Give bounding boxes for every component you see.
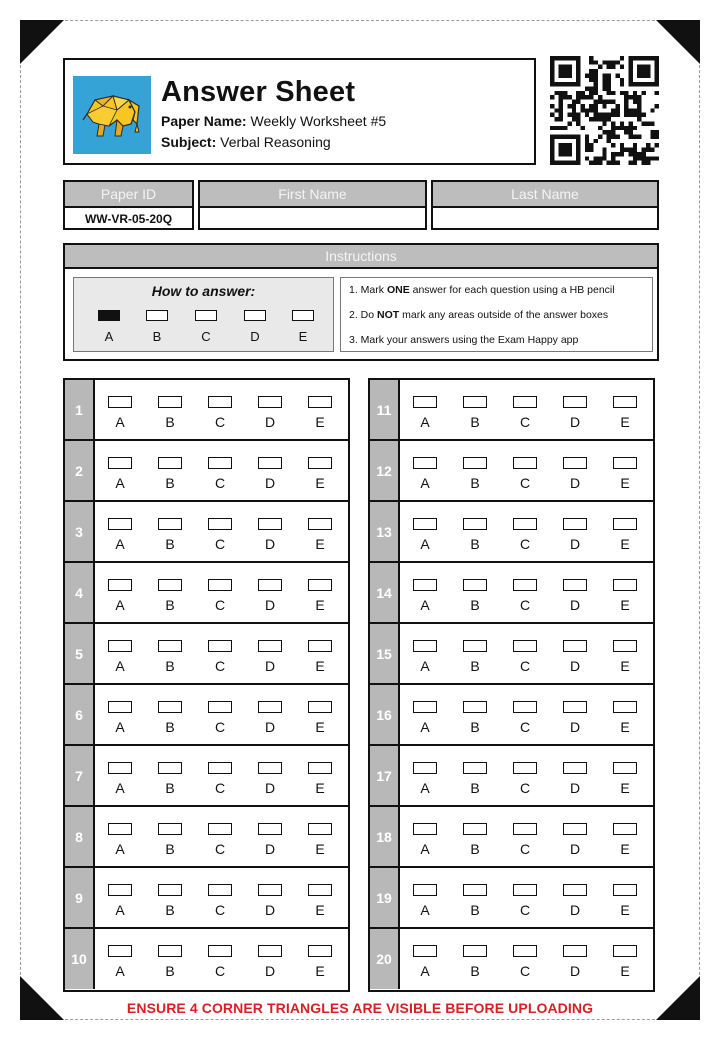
answer-letter: B [165,780,175,796]
answer-bubble[interactable] [208,518,232,530]
last-name-label: Last Name [433,182,657,208]
answer-bubble[interactable] [563,884,587,896]
question-number: 10 [65,929,95,989]
answer-letter: B [165,658,175,674]
answer-letter: E [315,536,325,552]
answer-letter: E [620,902,630,918]
answer-bubble[interactable] [463,823,487,835]
answer-letter: C [214,841,226,857]
answer-bubble[interactable] [413,640,437,652]
answer-letter: A [115,780,125,796]
example-bubble-a [98,310,120,321]
answer-letter: E [315,719,325,735]
answer-bubble[interactable] [413,579,437,591]
answer-bubble[interactable] [613,579,637,591]
answer-letter: B [470,841,480,857]
answer-bubble[interactable] [613,884,637,896]
questions-column-left [63,378,350,992]
first-name-input[interactable] [200,208,425,230]
answer-letter: B [470,414,480,430]
answer-bubble[interactable] [613,457,637,469]
answer-bubble[interactable] [308,762,332,774]
answer-letter: E [315,963,325,979]
answer-bubble[interactable] [308,945,332,957]
rule-1: 1. Mark ONE answer for each question using a HB pencil [349,284,615,296]
answer-letter: E [315,841,325,857]
question-number: 3 [65,502,95,561]
answer-bubble[interactable] [158,945,182,957]
question-row [65,563,348,624]
answer-letter: C [519,963,531,979]
question-row [65,624,348,685]
answer-bubble[interactable] [613,396,637,408]
answer-letter: D [569,658,581,674]
answer-bubble[interactable] [613,518,637,530]
answer-letter: A [115,414,125,430]
question-number: 7 [65,746,95,805]
answer-bubble[interactable] [613,701,637,713]
answer-letter: B [165,902,175,918]
answer-bubble[interactable] [158,640,182,652]
question-row [370,441,653,502]
answer-letter: E [315,780,325,796]
header-box [63,58,536,165]
answer-letter: C [519,719,531,735]
answer-bubble[interactable] [463,518,487,530]
answer-letter: C [214,658,226,674]
answer-bubble[interactable] [158,884,182,896]
paper-id-label: Paper ID [65,182,192,208]
answer-bubble[interactable] [308,823,332,835]
answer-bubble[interactable] [613,762,637,774]
answer-letter: E [620,475,630,491]
answer-bubble[interactable] [563,823,587,835]
answer-letter: C [214,536,226,552]
question-number: 6 [65,685,95,744]
answer-letter: C [519,414,531,430]
answer-bubble[interactable] [513,579,537,591]
answer-letter: D [264,597,276,613]
answer-bubble[interactable] [258,701,282,713]
answer-bubble[interactable] [158,762,182,774]
example-bubble-e [292,310,314,321]
answer-bubble[interactable] [513,945,537,957]
answer-letter: D [569,841,581,857]
example-bubble-c [195,310,217,321]
answer-bubble[interactable] [158,701,182,713]
answer-letter: A [420,658,430,674]
answer-letter: D [569,780,581,796]
question-row [65,868,348,929]
answer-bubble[interactable] [513,701,537,713]
answer-letter: D [264,902,276,918]
answer-bubble[interactable] [513,884,537,896]
rule-3: 3. Mark your answers using the Exam Happy app [349,334,579,346]
answer-bubble[interactable] [613,823,637,835]
answer-bubble[interactable] [563,579,587,591]
answer-letter: A [115,963,125,979]
answer-letter: E [620,963,630,979]
answer-bubble[interactable] [108,640,132,652]
answer-bubble[interactable] [208,701,232,713]
answer-bubble[interactable] [563,396,587,408]
answer-letter: E [620,536,630,552]
last-name-input[interactable] [433,208,657,230]
answer-bubble[interactable] [208,640,232,652]
question-row [65,746,348,807]
answer-bubble[interactable] [563,640,587,652]
question-row [65,929,348,989]
answer-letter: E [315,597,325,613]
how-to-answer-panel [73,277,334,352]
answer-letter: C [519,536,531,552]
subject-value: Verbal Reasoning [220,134,331,150]
answer-letter: A [115,536,125,552]
question-row [370,685,653,746]
answer-bubble[interactable] [613,640,637,652]
answer-bubble[interactable] [258,396,282,408]
answer-bubble[interactable] [413,396,437,408]
question-number: 15 [370,624,400,683]
answer-bubble[interactable] [158,518,182,530]
answer-bubble[interactable] [563,945,587,957]
answer-letter: A [420,841,430,857]
answer-bubble[interactable] [308,457,332,469]
answer-letter: D [264,658,276,674]
question-row [65,807,348,868]
answer-bubble[interactable] [513,457,537,469]
questions-column-right [368,378,655,992]
answer-letter: D [569,536,581,552]
subject-label: Subject: [161,134,217,150]
answer-bubble[interactable] [513,640,537,652]
answer-bubble[interactable] [463,396,487,408]
question-row [370,380,653,441]
question-number: 14 [370,563,400,622]
answer-letter: C [519,475,531,491]
answer-bubble[interactable] [513,518,537,530]
answer-letter: A [420,963,430,979]
qr-code-icon [550,56,659,165]
subject-line [161,134,331,150]
corner-triangle-top-right [656,20,700,64]
how-to-answer-title: How to answer: [151,283,256,299]
answer-letter: B [470,780,480,796]
example-letter: B [152,329,162,344]
answer-bubble[interactable] [258,945,282,957]
answer-letter: D [569,719,581,735]
answer-letter: B [470,902,480,918]
answer-bubble[interactable] [463,884,487,896]
answer-bubble[interactable] [308,518,332,530]
instructions-box [63,243,659,361]
answer-letter: B [165,597,175,613]
answer-bubble[interactable] [563,701,587,713]
rules-panel [340,277,653,352]
answer-bubble[interactable] [563,457,587,469]
answer-letter: D [264,719,276,735]
answer-bubble[interactable] [208,579,232,591]
answer-letter: A [420,597,430,613]
answer-bubble[interactable] [613,945,637,957]
answer-bubble[interactable] [463,945,487,957]
answer-bubble[interactable] [413,945,437,957]
answer-letter: E [315,658,325,674]
example-letter: D [250,329,260,344]
answer-letter: B [470,963,480,979]
answer-letter: A [115,902,125,918]
answer-bubble[interactable] [208,884,232,896]
question-number: 5 [65,624,95,683]
question-row [370,624,653,685]
answer-bubble[interactable] [208,945,232,957]
answer-letter: E [620,719,630,735]
answer-bubble[interactable] [208,457,232,469]
paper-id-field [63,180,194,230]
example-letter: A [104,329,114,344]
answer-bubble[interactable] [463,701,487,713]
answer-letter: D [264,475,276,491]
paper-name-value: Weekly Worksheet #5 [250,113,387,129]
answer-letter: C [214,963,226,979]
answer-letter: A [420,902,430,918]
answer-bubble[interactable] [258,823,282,835]
answer-bubble[interactable] [413,518,437,530]
answer-bubble[interactable] [463,579,487,591]
answer-letter: D [264,536,276,552]
example-bubble-d [244,310,266,321]
question-row [370,929,653,989]
answer-letter: B [470,597,480,613]
first-name-label: First Name [200,182,425,208]
answer-letter: D [264,414,276,430]
answer-letter: D [264,963,276,979]
answer-bubble[interactable] [108,457,132,469]
answer-bubble[interactable] [513,762,537,774]
answer-bubble[interactable] [108,396,132,408]
question-number: 18 [370,807,400,866]
answer-letter: A [420,414,430,430]
answer-bubble[interactable] [108,945,132,957]
answer-bubble[interactable] [108,579,132,591]
answer-letter: B [165,414,175,430]
question-row [65,685,348,746]
answer-bubble[interactable] [463,640,487,652]
answer-bubble[interactable] [158,579,182,591]
answer-letter: E [620,414,630,430]
answer-letter: D [264,841,276,857]
answer-letter: D [264,780,276,796]
answer-letter: E [620,780,630,796]
paper-name-line [161,113,386,129]
answer-letter: D [569,414,581,430]
answer-bubble[interactable] [563,518,587,530]
answer-bubble[interactable] [108,762,132,774]
answer-letter: E [315,902,325,918]
example-letter: E [298,329,308,344]
answer-bubble[interactable] [413,701,437,713]
answer-bubble[interactable] [208,762,232,774]
upload-warning: ENSURE 4 CORNER TRIANGLES ARE VISIBLE BEFORE UPLOADING [126,1000,594,1016]
answer-bubble[interactable] [108,823,132,835]
question-number: 20 [370,929,400,989]
paper-name-label: Paper Name: [161,113,247,129]
question-number: 11 [370,380,400,439]
answer-letter: D [569,597,581,613]
answer-letter: C [519,902,531,918]
answer-bubble[interactable] [563,762,587,774]
answer-bubble[interactable] [208,396,232,408]
answer-bubble[interactable] [463,457,487,469]
question-row [370,807,653,868]
answer-bubble[interactable] [108,701,132,713]
question-number: 16 [370,685,400,744]
answer-letter: C [214,597,226,613]
answer-letter: B [470,536,480,552]
corner-triangle-top-left [20,20,64,64]
answer-letter: A [420,475,430,491]
answer-bubble[interactable] [463,762,487,774]
answer-bubble[interactable] [308,396,332,408]
answer-letter: A [115,841,125,857]
answer-letter: E [315,475,325,491]
instructions-title: Instructions [65,245,657,269]
answer-bubble[interactable] [158,823,182,835]
answer-bubble[interactable] [158,457,182,469]
answer-letter: A [115,597,125,613]
answer-bubble[interactable] [258,457,282,469]
answer-letter: C [214,414,226,430]
question-number: 4 [65,563,95,622]
answer-letter: C [214,902,226,918]
answer-bubble[interactable] [158,396,182,408]
answer-letter: B [470,658,480,674]
answer-letter: E [620,597,630,613]
answer-letter: C [214,475,226,491]
answer-bubble[interactable] [413,457,437,469]
elephant-logo-icon [73,76,151,154]
answer-bubble[interactable] [258,762,282,774]
answer-letter: C [519,658,531,674]
answer-bubble[interactable] [108,518,132,530]
answer-bubble[interactable] [413,823,437,835]
answer-bubble[interactable] [413,884,437,896]
question-row [65,441,348,502]
answer-letter: C [214,780,226,796]
answer-letter: E [620,841,630,857]
question-row [370,502,653,563]
question-row [370,868,653,929]
question-number: 8 [65,807,95,866]
answer-letter: A [115,658,125,674]
answer-bubble[interactable] [413,762,437,774]
answer-letter: C [214,719,226,735]
question-number: 13 [370,502,400,561]
answer-bubble[interactable] [258,518,282,530]
answer-bubble[interactable] [208,823,232,835]
answer-bubble[interactable] [108,884,132,896]
answer-letter: B [470,475,480,491]
answer-letter: A [420,780,430,796]
answer-letter: B [165,536,175,552]
answer-letter: B [165,963,175,979]
answer-letter: A [115,719,125,735]
page-title: Answer Sheet [161,76,356,108]
answer-bubble[interactable] [513,396,537,408]
answer-letter: D [569,475,581,491]
answer-bubble[interactable] [308,701,332,713]
answer-letter: B [165,475,175,491]
paper-id-value: WW-VR-05-20Q [84,212,173,226]
answer-letter: D [569,902,581,918]
answer-letter: E [315,414,325,430]
answer-bubble[interactable] [308,579,332,591]
rule-2: 2. Do NOT mark any areas outside of the answer boxes [349,309,609,321]
answer-letter: D [569,963,581,979]
answer-bubble[interactable] [513,823,537,835]
question-number: 9 [65,868,95,927]
question-number: 2 [65,441,95,500]
answer-letter: B [470,719,480,735]
answer-letter: A [420,719,430,735]
answer-letter: C [519,841,531,857]
answer-bubble[interactable] [258,579,282,591]
answer-letter: C [519,597,531,613]
answer-letter: B [165,719,175,735]
question-number: 12 [370,441,400,500]
question-row [370,746,653,807]
last-name-field[interactable] [431,180,659,230]
answer-bubble[interactable] [258,884,282,896]
answer-bubble[interactable] [308,640,332,652]
answer-bubble[interactable] [258,640,282,652]
question-row [65,380,348,441]
question-number: 17 [370,746,400,805]
question-number: 19 [370,868,400,927]
example-bubble-b [146,310,168,321]
question-row [65,502,348,563]
answer-bubble[interactable] [308,884,332,896]
question-number: 1 [65,380,95,439]
answer-letter: A [115,475,125,491]
answer-letter: E [620,658,630,674]
question-row [370,563,653,624]
answer-letter: B [165,841,175,857]
answer-letter: C [519,780,531,796]
example-letter: C [201,329,211,344]
answer-letter: A [420,536,430,552]
first-name-field[interactable] [198,180,427,230]
